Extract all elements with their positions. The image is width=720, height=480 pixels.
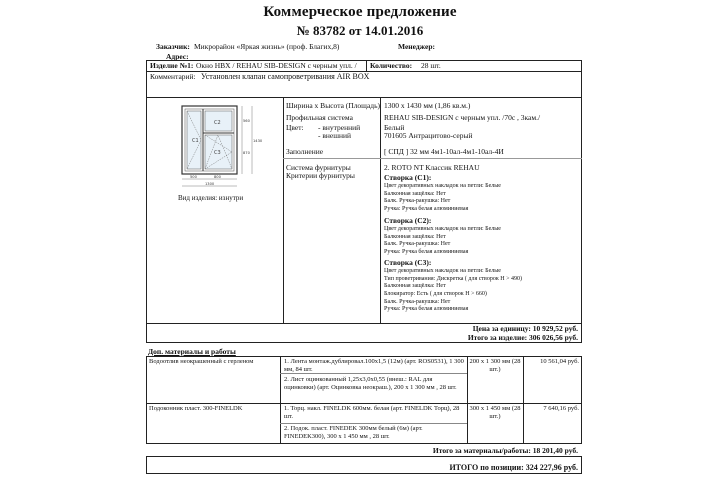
materials-section-title: Доп. материалы и работы (148, 347, 236, 356)
spec-color-inner-label: - внутренний (318, 123, 361, 132)
hardware-value: 2. ROTO NT Классик REHAU (384, 163, 480, 172)
spec-profile-label: Профильная система (286, 113, 353, 122)
sash-c1-line: Балк. Ручка-ракушка: Нет (384, 198, 451, 205)
dim-height-bottom: 870 (243, 151, 250, 155)
sash-c3-line: Блокиратор: Есть ( для створок Н > 660) (384, 291, 487, 298)
spec-color-inner-value: Белый (384, 123, 405, 132)
sash-c2-title: Створка (С2): (384, 216, 432, 225)
view-caption: Вид изделия: изнутри (178, 194, 244, 202)
body-col-divider-1 (283, 97, 284, 323)
client-label: Заказчик: (156, 42, 190, 51)
dim-width-total: 1300 (205, 182, 215, 186)
materials-col-divider-3 (523, 356, 524, 444)
materials-col-divider-2 (467, 356, 468, 444)
sash-c2-tag: С2 (214, 120, 221, 126)
sash-c1-tag: С1 (192, 138, 199, 144)
dim-width-right: 800 (214, 175, 221, 179)
materials-total: Итого за материалы/работы: 18 201,40 руб. (432, 446, 578, 455)
material-row-1-qty: 200 x 1 300 мм (28 шт.) (469, 358, 521, 374)
grand-total: ИТОГО по позиции: 324 227,96 руб. (449, 463, 578, 472)
sash-c3-line: Балконная защёлка: Нет (384, 283, 446, 290)
address-label: Адрес: (166, 52, 189, 61)
material-row-2-line-2: 2. Подок. пласт. FINEDEK 300мм белый (6м) (арт. FINEDEK300), 300 x 1 450 мм , 28 шт. (284, 425, 423, 441)
material-row-2-name: Подоконник пласт. 300-FINELDK (149, 405, 243, 412)
material-row-1-price: 10 561,04 руб. (540, 358, 579, 365)
spec-color-outer-value: 701605 Антрацитово-серый (384, 131, 473, 140)
spec-size-value: 1300 x 1430 мм (1,86 кв.м.) (384, 101, 471, 110)
specs-hardware-divider (283, 158, 582, 159)
sash-c1-line: Ручка: Ручка белая алюминиевая (384, 206, 469, 213)
comment-label: Комментарий: (150, 72, 196, 81)
window-drawing (170, 102, 270, 192)
client-value: Микрорайон «Яркая жизнь» (проф. Благих,8) (194, 42, 340, 51)
sash-c1-title: Створка (С1): (384, 173, 432, 182)
material-row-1-line-1: 1. Лента монтаж.дублировал.100х1,5 (12м) (арт. ROS0531), 1 300 мм, 84 шт. (284, 358, 464, 374)
comment-value: Установлен клапан самопроветривания AIR BOX (201, 72, 370, 81)
spec-color-label: Цвет: (286, 123, 304, 132)
material-row-2-qty: 300 x 1 450 мм (28 шт.) (469, 405, 521, 421)
materials-row2-subdivider (280, 423, 467, 424)
sash-c3-details (384, 268, 579, 314)
hardware-criteria-label: Критерии фурнитуры (286, 171, 355, 180)
spec-fill-label: Заполнение (286, 147, 324, 156)
materials-row-divider (146, 403, 582, 404)
unit-price: Цена за единицу: 10 929,52 руб. (472, 324, 578, 333)
sash-c1-details (384, 183, 579, 214)
document-number: № 83782 от 14.01.2016 (296, 23, 424, 38)
item-header-col-divider (366, 60, 367, 71)
manager-label: Менеджер: (398, 42, 435, 51)
item-name-value: Окно HBX / REHAU SIB-DESIGN с черным упл. / (196, 61, 357, 70)
sash-c3-line: Тип проветривания: Дискретка ( для створок Н > 490) (384, 275, 522, 282)
materials-col-divider-1 (280, 356, 281, 444)
item-total: Итого за изделие: 306 026,56 руб. (467, 333, 578, 342)
document-title: Коммерческое предложение (263, 4, 457, 20)
spec-fill-value: [ СПД ] 32 мм 4м1-10ал-4м1-10ал-4И (384, 147, 504, 156)
sash-c3-title: Створка (С3): (384, 258, 432, 267)
sash-c1-line: Цвет декоративных накладок на петли: Белые (384, 183, 501, 189)
spec-color-outer-label: - внешний (318, 131, 352, 140)
dim-height-top: 560 (243, 119, 250, 123)
sash-c2-line: Ручка: Ручка белая алюминиевая (384, 249, 469, 256)
dim-height-total: 1430 (253, 139, 263, 143)
sash-c2-line: Балк. Ручка-ракушка: Нет (384, 241, 451, 248)
hardware-label: Система фурнитуры (286, 163, 351, 172)
sash-c1-line: Балконная защёлка: Нет (384, 190, 446, 197)
spec-profile-value: REHAU SIB-DESIGN с черным упл. /70с , 3кам./ (384, 113, 541, 122)
sash-c2-details (384, 226, 579, 257)
body-col-divider-2 (380, 97, 381, 323)
sash-c3-line: Балк. Ручка-ракушка: Нет (384, 298, 451, 305)
material-row-2-line-1: 1. Торц. накл. FINELDK 600мм. белая (арт. FINELDK Торц), 28 шт. (284, 405, 460, 421)
sash-c3-tag: С3 (214, 150, 221, 156)
sash-c3-line: Цвет декоративных накладок на петли: Белые (384, 268, 501, 274)
sash-c2-line: Балконная защёлка: Нет (384, 233, 446, 240)
quantity-value: 28 шт. (421, 61, 441, 70)
sash-c2-line: Цвет декоративных накладок на петли: Белые (384, 226, 501, 232)
item-name-label: Изделие №1: (150, 61, 194, 70)
material-row-1-line-2: 2. Лист оцинкованный 1,25х3,0х0,55 (внеш.: RAL для оцинковки) (арт. Оцинковка неокраш.), 200 x 1 300 мм , 28 шт. (284, 376, 457, 392)
quantity-label: Количество: (370, 61, 413, 70)
spec-size-label: Ширина x Высота (Площадь) (286, 101, 381, 110)
dim-width-left: 500 (190, 175, 197, 179)
material-row-1-name: Водоотлив неокрашенный с герленом (149, 358, 254, 365)
material-row-2-price: 7 640,16 руб. (543, 405, 579, 412)
sash-c3-line: Ручка: Ручка белая алюминиевая (384, 306, 469, 313)
